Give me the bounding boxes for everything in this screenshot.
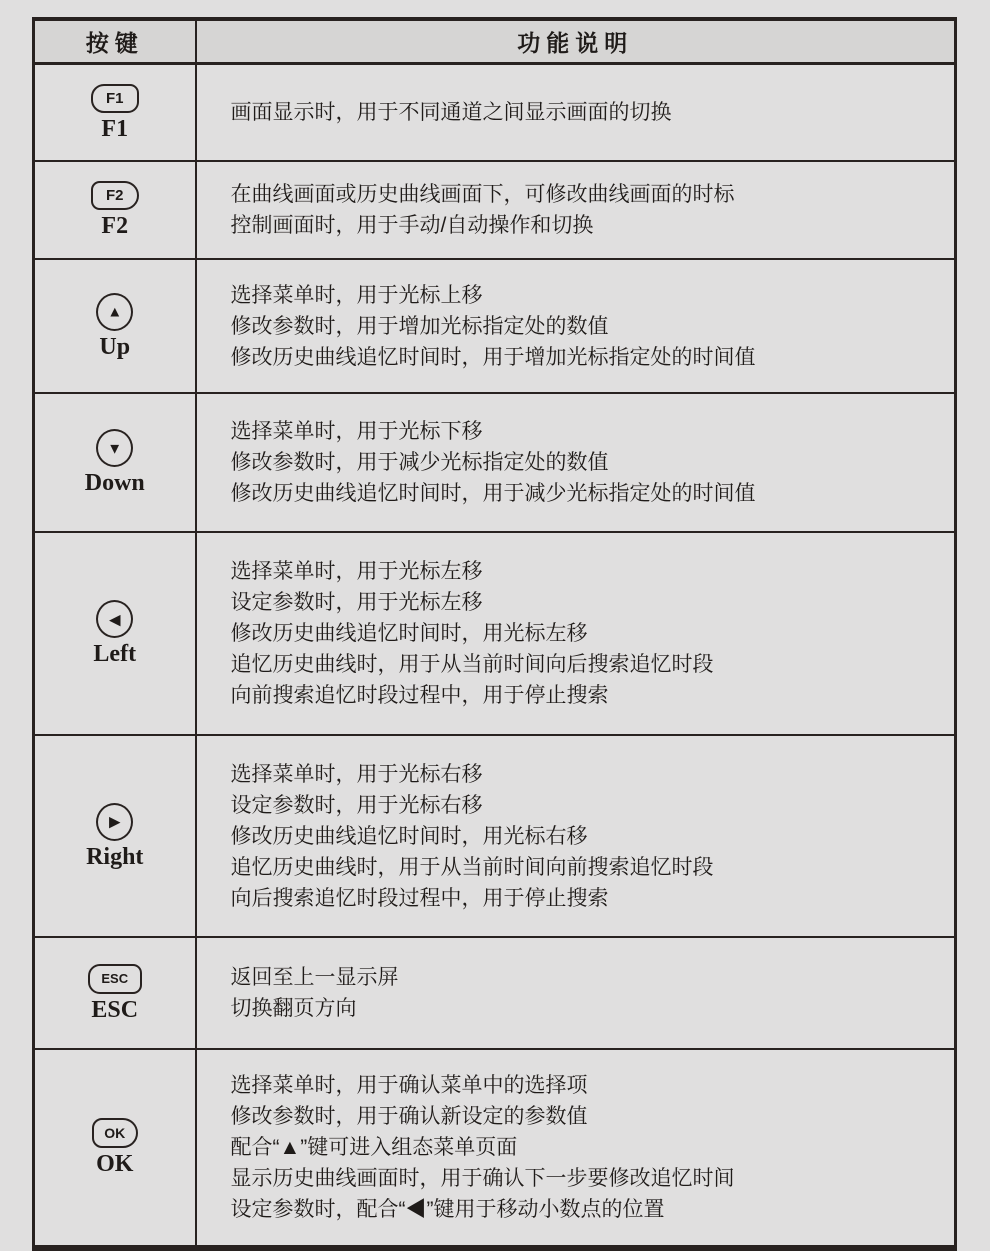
function-cell — [196, 161, 956, 259]
up-arrow-keycap-icon — [96, 293, 133, 331]
table-row — [34, 735, 956, 937]
right-arrow-keycap-icon — [96, 803, 133, 841]
table-row — [34, 1049, 956, 1248]
function-description-line: 配合“▲”键可进入组态菜单页面 — [230, 1136, 518, 1159]
keycap-glyph: F2 — [105, 187, 124, 204]
function-description-line: 修改参数时，用于增加光标指定处的数值 — [230, 314, 609, 338]
header-key-column: 按键 — [34, 19, 196, 64]
function-description-line: 向前搜索追忆时段过程中，用于停止搜索 — [230, 684, 609, 707]
keycap-glyph: ▲ — [107, 303, 123, 321]
table-header-row — [34, 19, 956, 64]
function-description-line: 在曲线画面或历史曲线画面下，可修改曲线画面的时标 — [230, 183, 735, 206]
table-row — [34, 532, 956, 735]
f1-keycap-icon — [91, 84, 139, 113]
function-description-line: 选择菜单时，用于确认菜单中的选择项 — [230, 1074, 588, 1097]
keycap-glyph: ▼ — [107, 440, 123, 457]
function-description-line: 设定参数时，用于光标右移 — [230, 793, 483, 817]
key-label: F1 — [101, 115, 129, 142]
key-cell — [34, 259, 196, 393]
function-cell — [196, 532, 956, 735]
f1-key — [91, 84, 139, 142]
keycap-glyph: OK — [104, 1125, 126, 1141]
key-cell — [34, 937, 196, 1049]
function-description-line: 返回至上一显示屏 — [230, 966, 399, 989]
key-label: Right — [86, 843, 144, 870]
keycap-glyph: ▶ — [108, 813, 121, 831]
table-row — [34, 64, 956, 162]
function-description-line: 追忆历史曲线时，用于从当前时间向前搜索追忆时段 — [230, 855, 714, 879]
keycap-glyph: ◀ — [108, 611, 121, 628]
function-description-line: 画面显示时，用于不同通道之间显示画面的切换 — [230, 101, 672, 124]
down-arrow-keycap-icon — [96, 429, 133, 467]
ok-keycap-icon — [92, 1118, 138, 1148]
function-description-line: 修改历史曲线追忆时间时，用于增加光标指定处的时间值 — [230, 345, 756, 369]
key-cell — [34, 532, 196, 735]
function-description-line: 修改参数时，用于确认新设定的参数值 — [230, 1105, 588, 1128]
keycap-glyph: ESC — [101, 971, 129, 986]
function-description-line: 设定参数时，用于光标左移 — [230, 591, 483, 614]
function-cell — [196, 937, 956, 1049]
keycap-glyph: F1 — [105, 89, 124, 107]
key-label: Down — [84, 470, 145, 496]
ok-key — [92, 1118, 138, 1177]
function-description-line: 显示历史曲线画面时，用于确认下一步要修改追忆时间 — [230, 1167, 735, 1190]
table-row — [34, 259, 956, 393]
table-row — [34, 937, 956, 1049]
f2-keycap-icon — [91, 181, 139, 210]
table-row — [34, 161, 956, 259]
function-description-line: 选择菜单时，用于光标左移 — [230, 560, 483, 583]
key-cell — [34, 1049, 196, 1248]
left-key — [93, 600, 136, 667]
function-cell — [196, 259, 956, 393]
key-label: Left — [93, 641, 137, 667]
key-cell — [34, 64, 196, 162]
function-description-line: 控制画面时，用于手动/自动操作和切换 — [230, 214, 594, 237]
function-cell — [196, 393, 956, 532]
key-label: OK — [96, 1151, 134, 1177]
right-key — [86, 803, 143, 870]
key-cell — [34, 161, 196, 259]
esc-key — [88, 964, 142, 1023]
function-description-line: 向后搜索追忆时段过程中，用于停止搜索 — [230, 886, 609, 910]
left-arrow-keycap-icon — [96, 600, 133, 638]
function-cell — [196, 1049, 956, 1248]
function-description-line: 选择菜单时，用于光标下移 — [230, 420, 483, 443]
function-description-line: 切换翻页方向 — [230, 997, 357, 1020]
key-label: ESC — [91, 996, 139, 1023]
function-description-line: 设定参数时，配合“◀”键用于移动小数点的位置 — [230, 1198, 665, 1221]
table-row — [34, 393, 956, 532]
function-description-line: 修改历史曲线追忆时间时，用光标右移 — [230, 824, 588, 848]
function-description-line: 修改历史曲线追忆时间时，用光标左移 — [230, 622, 588, 645]
function-description-line: 修改历史曲线追忆时间时，用于减少光标指定处的时间值 — [230, 482, 756, 505]
key-label: F2 — [101, 213, 129, 239]
function-cell — [196, 735, 956, 937]
function-description-line: 选择菜单时，用于光标右移 — [230, 762, 483, 786]
esc-keycap-icon — [88, 964, 142, 994]
key-function-table — [32, 17, 957, 1251]
key-label: Up — [99, 333, 131, 360]
key-cell — [34, 393, 196, 532]
function-description-line: 修改参数时，用于减少光标指定处的数值 — [230, 451, 609, 474]
up-key — [96, 293, 133, 360]
header-function-column: 功能说明 — [196, 19, 956, 64]
function-description-line: 选择菜单时，用于光标上移 — [230, 283, 483, 307]
f2-key — [91, 181, 139, 239]
function-cell — [196, 64, 956, 162]
down-key — [85, 429, 145, 496]
function-description-line: 追忆历史曲线时，用于从当前时间向后搜索追忆时段 — [230, 653, 714, 676]
key-cell — [34, 735, 196, 937]
